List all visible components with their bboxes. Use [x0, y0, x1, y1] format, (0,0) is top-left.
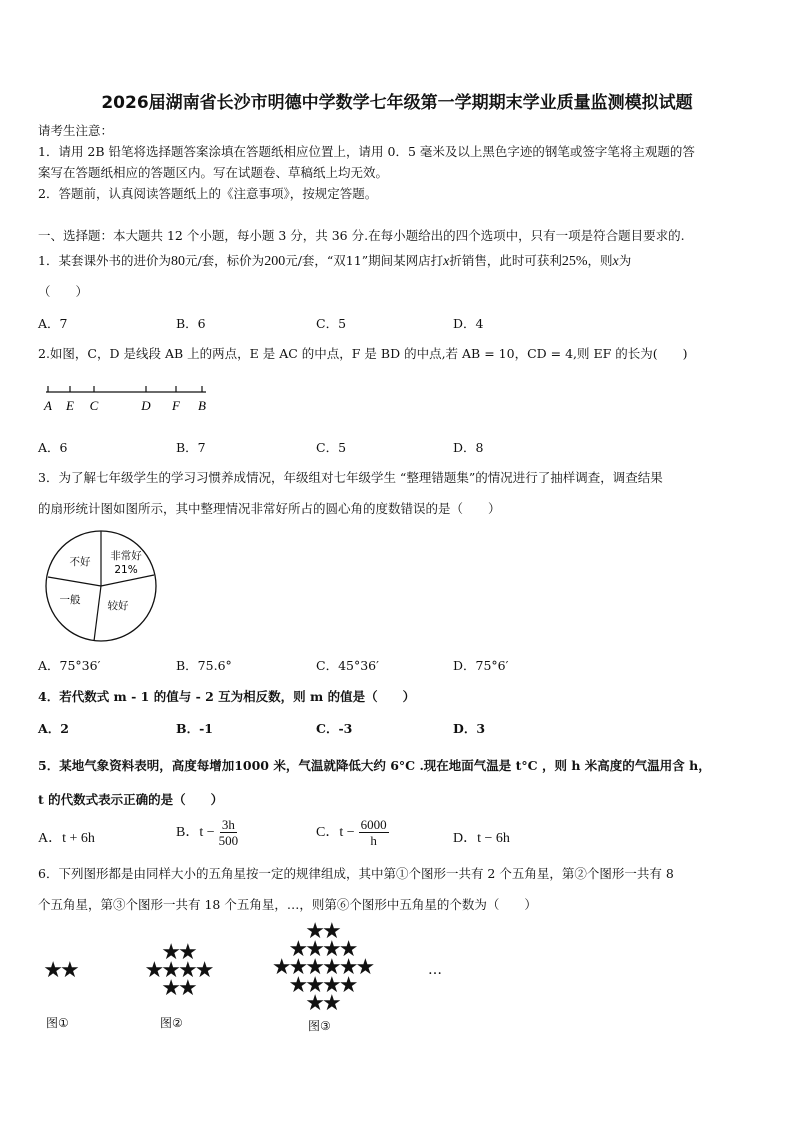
- q3-option-c: C．45°36′: [316, 658, 379, 673]
- notice-item-2: 2．答题前，认真阅读答题纸上的《注意事项》，按规定答题。: [38, 186, 378, 201]
- q2-option-a: A．6: [38, 440, 68, 455]
- q1-option-a: A．7: [38, 316, 68, 331]
- figure-1-stars: ★★: [43, 958, 77, 983]
- q2-option-b: B．7: [176, 440, 206, 455]
- figure-3-label: 图③: [308, 1019, 331, 1033]
- question-1-paren: （ ）: [38, 284, 89, 299]
- question-3-line1: 3．为了解七年级学生的学习习惯养成情况，年级组对七年级学生 “整理错题集”的情况进行了抽样调查，调查结果: [38, 470, 663, 485]
- pie-label-average: 一般: [59, 594, 81, 606]
- q1-option-d: D．4: [453, 316, 484, 331]
- pie-label-very-good-pct: 21%: [114, 564, 138, 576]
- q4-option-a: A．2: [38, 721, 69, 736]
- point-d-label: D: [141, 398, 151, 413]
- q1-option-c: C．5: [316, 316, 347, 331]
- section-heading: 一、选择题：本大题共 12 个小题，每小题 3 分，共 36 分.在每小题给出的四个选项中，只有一项是符合题目要求的.: [38, 228, 685, 243]
- question-3-line2: 的扇形统计图如图所示，其中整理情况非常好所占的圆心角的度数错误的是（ ）: [38, 501, 501, 516]
- point-a-label: A: [44, 398, 52, 413]
- q4-option-b: B．-1: [176, 721, 213, 736]
- q2-option-d: D．8: [453, 440, 484, 455]
- question-5-line2: t 的代数式表示正确的是（ ）: [38, 792, 224, 807]
- q5-option-c: C．t − $\frac{6000}{h}$: [316, 817, 387, 848]
- point-c-label: C: [89, 398, 99, 413]
- question-4-text: 4．若代数式 m - 1 的值与 - 2 互为相反数，则 m 的值是（ ）: [38, 689, 416, 704]
- point-b-label: B: [198, 398, 206, 413]
- point-e-label: E: [66, 398, 74, 413]
- q3-option-b: B．75.6°: [176, 658, 232, 673]
- point-f-label: F: [172, 398, 180, 413]
- figure-1-label: 图①: [46, 1016, 69, 1030]
- q2-option-c: C．5: [316, 440, 347, 455]
- figure-2-label: 图②: [160, 1016, 183, 1030]
- page-title: 2026届湖南省长沙市明德中学数学七年级第一学期期末学业质量监测模拟试题: [101, 93, 693, 113]
- pie-label-very-good: 非常好: [110, 550, 142, 562]
- figure-3-stars: ★★ ★★★★ ★★★★★★ ★★★★ ★★: [271, 919, 373, 1016]
- notice-item-1a: 1．请用 2B 铅笔将选择题答案涂填在答题纸相应位置上，请用 0．5 毫米及以上黑色字迹的钢笔或签字笔将主观题的答: [38, 144, 695, 159]
- pie-chart: [42, 527, 160, 645]
- pie-label-bad: 不好: [69, 556, 91, 568]
- notice-heading: 请考生注意：: [38, 123, 114, 138]
- q5-option-d: D．t − 6h: [453, 831, 510, 846]
- notice-item-1b: 案写在答题纸相应的答题区内。写在试题卷、草稿纸上均无效。: [38, 165, 389, 180]
- q4-option-c: C．-3: [316, 721, 353, 736]
- q3-option-a: A．75°36′: [38, 658, 101, 673]
- q4-option-d: D．3: [453, 721, 486, 736]
- figure-2-stars: ★★ ★★★★ ★★: [144, 940, 212, 1001]
- figure-ellipsis: …: [428, 962, 442, 978]
- q1-option-b: B．6: [176, 316, 206, 331]
- question-6-line1: 6．下列图形都是由同样大小的五角星按一定的规律组成，其中第①个图形一共有 2 个五角星，第②个图形一共有 8: [38, 866, 674, 881]
- pie-label-good: 较好: [107, 600, 129, 612]
- q3-option-d: D．75°6′: [453, 658, 509, 673]
- q5-option-a: A．t + 6h: [38, 831, 95, 846]
- question-1-text: 1．某套课外书的进价为80元/套，标价为200元/套，“双11”期间某网店打x折销售，此时可获利25%，则x为: [38, 253, 632, 269]
- question-6-line2: 个五角星，第③个图形一共有 18 个五角星，…，则第⑥个图形中五角星的个数为（ ）: [38, 897, 537, 912]
- q5-option-b: B．t − $\frac{3h}{500}$: [176, 817, 239, 848]
- segment-diagram: [40, 382, 220, 418]
- question-5-line1: 5．某地气象资料表明，高度每增加1000 米，气温就降低大约 6°C .现在地面气温是 t°C ，则 h 米高度的气温用含 h，: [38, 758, 711, 773]
- question-2-text: 2.如图，C，D 是线段 AB 上的两点，E 是 AC 的中点，F 是 BD 的中点,若 AB = 10，CD = 4,则 EF 的长为( ): [38, 346, 688, 361]
